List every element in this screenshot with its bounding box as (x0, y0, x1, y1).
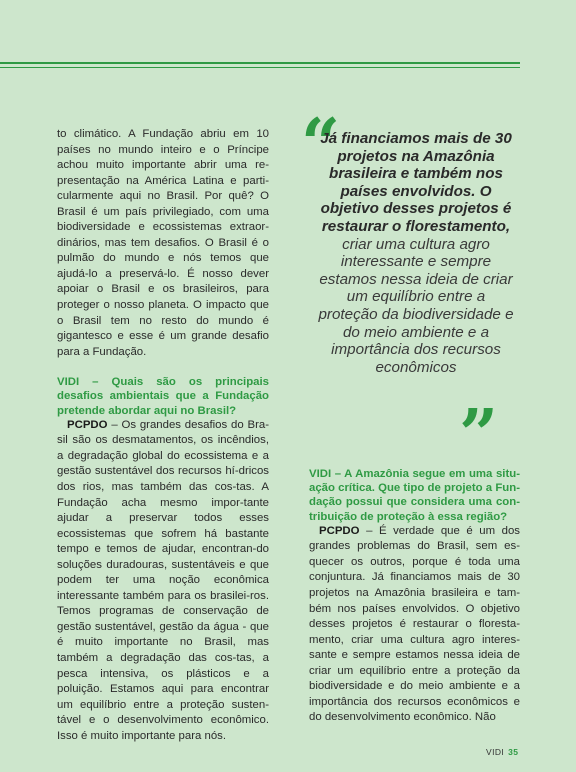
close-quote-mark: ” (459, 395, 499, 475)
right-column (309, 467, 520, 726)
answer-speaker: PCPDO (67, 418, 108, 431)
page-number: 35 (508, 747, 519, 757)
pull-quote-text (317, 130, 515, 376)
magazine-name: VIDI (486, 747, 505, 757)
answer-paragraph (309, 524, 520, 726)
answer-speaker: PCPDO (319, 524, 360, 537)
header-rule-thin (0, 67, 520, 68)
question-heading: VIDI – Quais são os principais desafios ambientais que a Fundação pretende abordar aqui no Brasil? (57, 376, 269, 417)
left-column (57, 127, 269, 744)
intro-paragraph: to climático. A Fundação abriu em 10 países no mundo inteiro e o Príncipe achou muito importante abrir uma re-presentação na América Latina e parti-cularmente aqui no Brasil. Por quê? O Brasil é um país privilegiado, com uma biodiversidade e ecossistemas extraor-dinários, mas tem desafios. O Brasil é o pulmão do mundo e nós temos que ajudá-lo a preservá-lo. É nosso dever apoiar o Brasil e os brasileiros, para proteger o nosso planeta. O impacto que o Brasil tem no resto do mundo é gigantesco e esse é um grande desafio para a Fundação. (57, 128, 269, 358)
pull-quote-bold: Já financiamos mais de 30 projetos na Amazônia brasileira e também nos países envolvidos. O objetivo desses projetos é restaurar o florestamento, (320, 130, 512, 235)
pull-quote-regular: criar uma cultura agro interessante e sempre estamos nessa ideia de criar um equilíbrio entre a proteção da biodiversidade e do meio ambiente e a importância dos recursos econômicos (318, 235, 514, 376)
pull-quote (301, 104, 520, 475)
header-rule-thick (0, 62, 520, 64)
answer-text: – É verdade que é um dos grandes problemas do Brasil, sem es-quecer os outros, porque é toda uma conjuntura. Já financiamos mais de 30 projetos na Amazônia brasileira e tam-bém nos países envolvidos. O objetivo desses projetos é restaurar o floresta-mento, criar uma cultura agro interes-sante e sempre estamos nessa ideia de criar um equilíbrio entre a proteção da biodiversidade e do meio ambiente e a importância dos recursos econômicos e do desenvolvimento econômico. Não (309, 524, 520, 724)
answer-text: – Os grandes desafios do Bra-sil são os desmatamentos, os incêndios, a degradação global do ecossistema e a gestão sustentável dos recursos hí-dricos dos rios, mas também das cos-tas. A Fundação acha mesmo impor-tante ajudar a preservar todos esses ecossistemas que sofrem há bastante tempo e temos de ajudar, encontran-do soluções duradouras, sustentáveis e que podem ter uma noção econômica interessante também para os brasilei-ros. Temos programas de conservação de gestão sustentável, gestão da água - que é muito importante no Brasil, mas também a degradação das cos-tas, a pesca intensiva, os plásticos e a poluição. Estamos aqui para encontrar um equilíbrio entre a proteção susten-tável e o desenvolvimento econômico. Isso é muito importante para nós. (57, 418, 269, 742)
page-footer (486, 747, 518, 757)
answer-paragraph (57, 418, 269, 744)
question-heading: VIDI – A Amazônia segue em uma situ-ação crítica. Que tipo de projeto a Fun-dação possui que considera uma con-tribuição de proteção à essa região? (309, 468, 520, 523)
open-quote-mark: “ (301, 104, 341, 184)
